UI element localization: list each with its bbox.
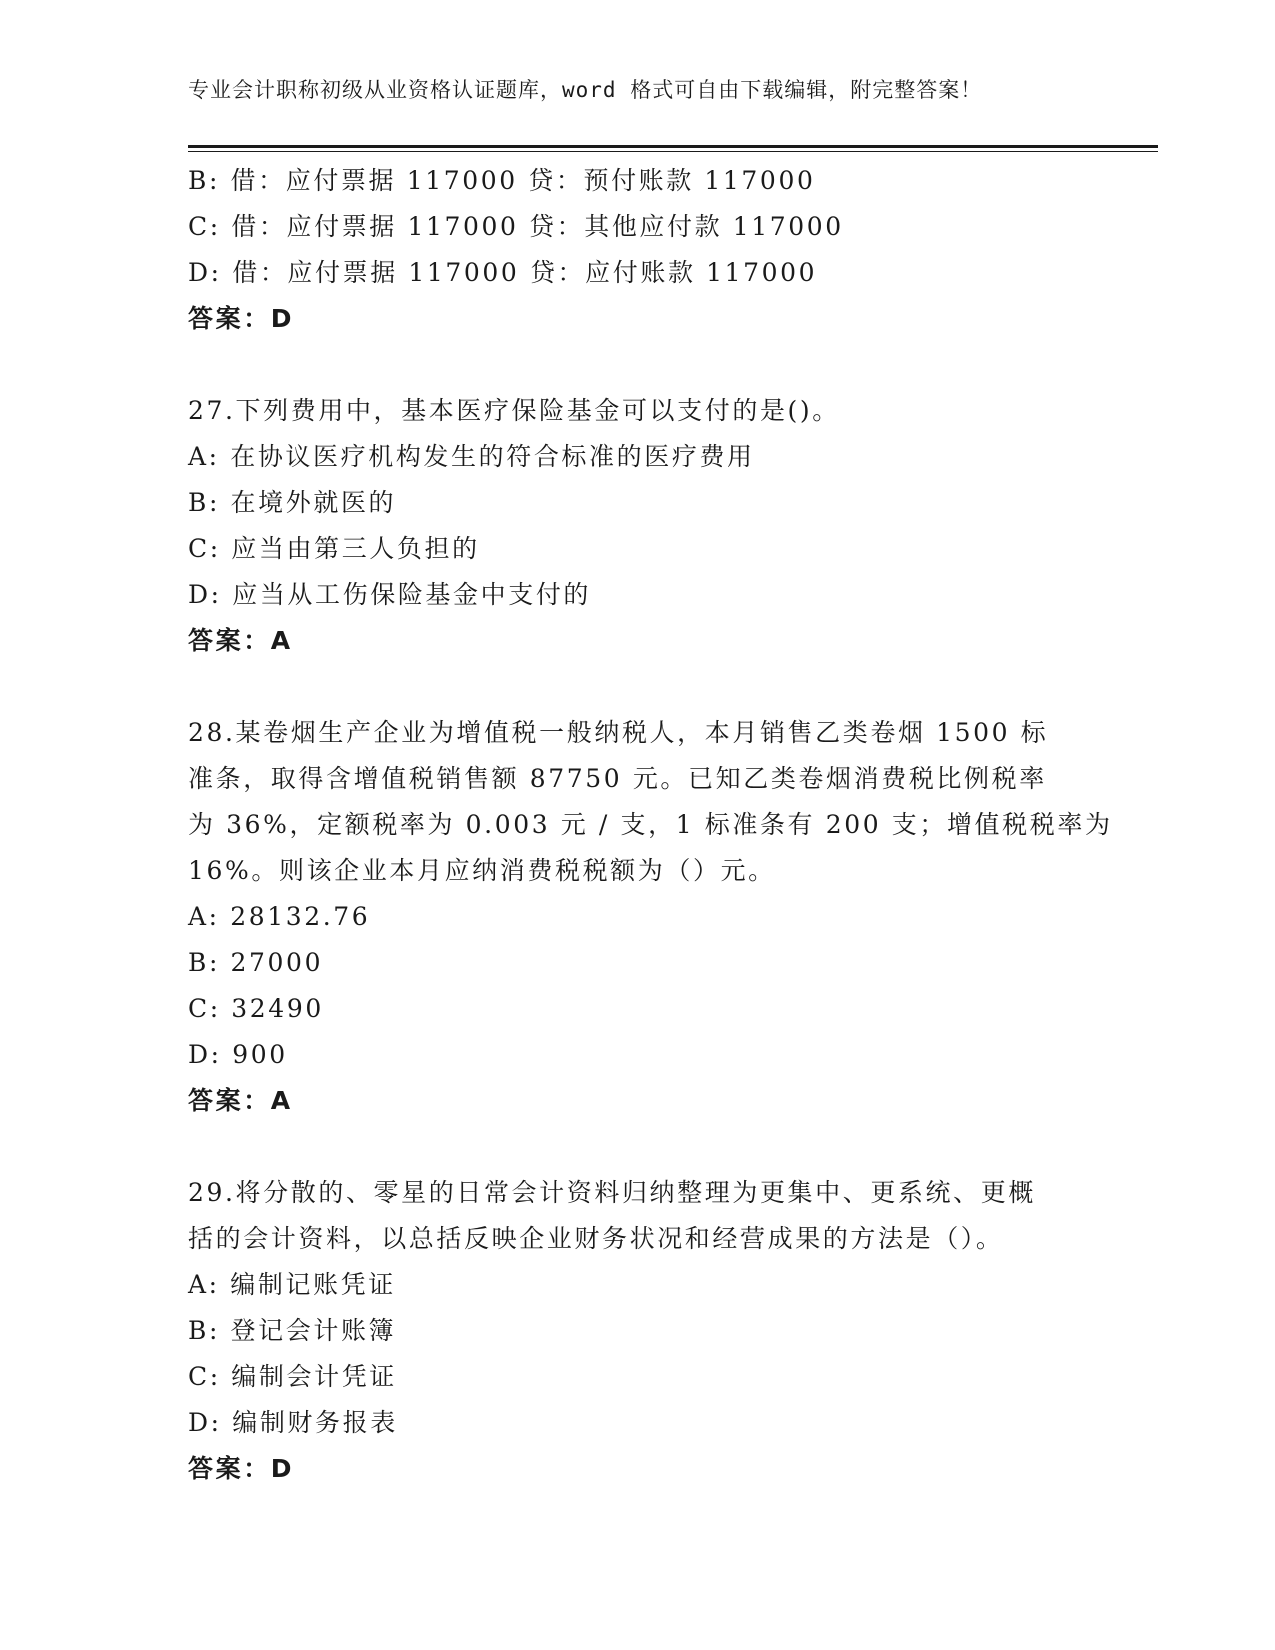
q29-stem-line-1: 29.将分散的、零星的日常会计资料归纳整理为更集中、更系统、更概: [188, 1178, 1036, 1207]
q28-stem-line-4: 16%。则该企业本月应纳消费税税额为（）元。: [188, 856, 776, 885]
document-body: [188, 158, 1113, 1492]
q29-option-a: A: 编制记账凭证: [188, 1270, 396, 1299]
spacer: [188, 1124, 1088, 1170]
q28-option-d: D: 900: [188, 1040, 288, 1069]
q28-answer: 答案：A: [188, 1086, 293, 1115]
q29-option-c: C: 编制会计凭证: [188, 1362, 397, 1391]
q28-option-b: B: 27000: [188, 948, 324, 977]
q27-option-a: A: 在协议医疗机构发生的符合标准的医疗费用: [188, 442, 755, 471]
q28-stem-line-1: 28.某卷烟生产企业为增值税一般纳税人，本月销售乙类卷烟 1500 标: [188, 718, 1049, 747]
q28-option-a: A: 28132.76: [188, 902, 371, 931]
prev-option-b: B: 借：应付票据 117000 贷：预付账款 117000: [188, 166, 816, 195]
prev-option-d: D: 借：应付票据 117000 贷：应付账款 117000: [188, 258, 818, 287]
spacer: [188, 664, 1088, 710]
header-rule-thin: [188, 151, 1158, 152]
page-header: 专业会计职称初级从业资格认证题库，word 格式可自由下载编辑，附完整答案！: [188, 78, 983, 102]
q29-stem-line-2: 括的会计资料，以总括反映企业财务状况和经营成果的方法是（）。: [188, 1224, 1004, 1253]
prev-option-c: C: 借：应付票据 117000 贷：其他应付款 117000: [188, 212, 844, 241]
q28-option-c: C: 32490: [188, 994, 324, 1023]
header-rule-thick: [188, 145, 1158, 148]
q29-answer: 答案：D: [188, 1454, 295, 1483]
q27-option-d: D: 应当从工伤保险基金中支付的: [188, 580, 592, 609]
q29-option-b: B: 登记会计账簿: [188, 1316, 397, 1345]
prev-answer: 答案：D: [188, 304, 295, 333]
q28-stem-line-3: 为 36%，定额税率为 0.003 元 / 支，1 标准条有 200 支；增值税税率为: [188, 810, 1113, 839]
q29-option-d: D: 编制财务报表: [188, 1408, 398, 1437]
q27-option-c: C: 应当由第三人负担的: [188, 534, 480, 563]
q27-option-b: B: 在境外就医的: [188, 488, 397, 517]
q27-stem: 27.下列费用中，基本医疗保险基金可以支付的是()。: [188, 396, 840, 425]
q28-stem-line-2: 准条，取得含增值税销售额 87750 元。已知乙类卷烟消费税比例税率: [188, 764, 1047, 793]
spacer: [188, 342, 1088, 388]
q27-answer: 答案：A: [188, 626, 293, 655]
